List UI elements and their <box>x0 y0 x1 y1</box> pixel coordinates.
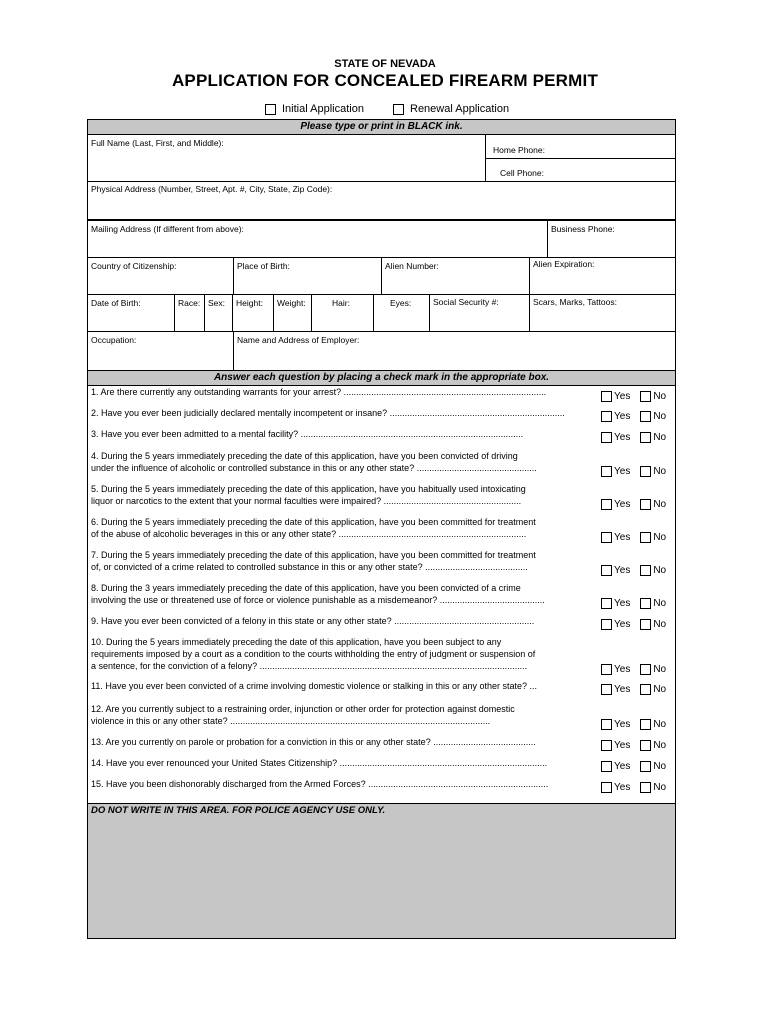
no-checkbox[interactable] <box>640 532 651 543</box>
yes-checkbox[interactable] <box>601 466 612 477</box>
divider <box>88 331 675 332</box>
answer-options <box>601 619 666 630</box>
question-text: 4. During the 5 years immediately preceding the date of this application, have you been convicted of driving <box>91 451 518 461</box>
divider <box>273 294 274 332</box>
answer-options <box>601 411 666 422</box>
place-of-birth-label: Place of Birth: <box>237 261 290 271</box>
ssn-label: Social Security #: <box>433 297 499 307</box>
yes-checkbox[interactable] <box>601 532 612 543</box>
state-heading: STATE OF NEVADA <box>334 58 436 70</box>
divider <box>529 294 530 332</box>
no-checkbox[interactable] <box>640 411 651 422</box>
yes-label: Yes <box>614 391 631 402</box>
divider <box>88 803 675 804</box>
divider <box>88 294 675 295</box>
answer-options <box>601 664 666 675</box>
renewal-application-label: Renewal Application <box>410 103 510 115</box>
question-text: 13. Are you currently on parole or probation for a conviction in this or any other state? ......................................... <box>91 737 536 747</box>
initial-application-label: Initial Application <box>282 103 364 115</box>
no-checkbox[interactable] <box>640 782 651 793</box>
questions-instruction: Answer each question by placing a check mark in the appropriate box. <box>88 370 675 386</box>
no-checkbox[interactable] <box>640 432 651 443</box>
answer-options <box>601 391 666 402</box>
no-checkbox[interactable] <box>640 619 651 630</box>
yes-checkbox[interactable] <box>601 432 612 443</box>
divider <box>429 294 430 332</box>
no-checkbox[interactable] <box>640 565 651 576</box>
yes-checkbox[interactable] <box>601 411 612 422</box>
no-label: No <box>653 411 667 422</box>
answer-options <box>601 466 666 477</box>
no-label: No <box>653 432 667 443</box>
answer-options <box>601 719 666 730</box>
alien-expiration-label: Alien Expiration: <box>533 259 595 269</box>
yes-label: Yes <box>614 499 631 510</box>
occupation-label: Occupation: <box>91 335 137 345</box>
divider <box>547 220 548 258</box>
answer-options <box>601 532 666 543</box>
police-use-label: DO NOT WRITE IN THIS AREA. FOR POLICE AGENCY USE ONLY. <box>91 805 386 816</box>
question-text: 15. Have you been dishonorably discharged from the Armed Forces? ........................................................................ <box>91 779 549 789</box>
no-label: No <box>653 466 667 477</box>
application-form <box>87 119 676 939</box>
no-label: No <box>653 664 667 675</box>
yes-label: Yes <box>614 719 631 730</box>
initial-application-option[interactable] <box>265 103 364 115</box>
no-checkbox[interactable] <box>640 391 651 402</box>
divider <box>529 257 530 295</box>
yes-label: Yes <box>614 664 631 675</box>
alien-number-label: Alien Number: <box>385 261 439 271</box>
question-text: under the influence of alcoholic or controlled substance in this or any other state? ................................................ <box>91 463 537 473</box>
question-text: violence in this or any other state? ........................................................................................................ <box>91 716 491 726</box>
divider <box>204 294 205 332</box>
answer-options <box>601 565 666 576</box>
question-text: 2. Have you ever been judicially declared mentally incompetent or insane? ...................................................................... <box>91 408 565 418</box>
question-text: a sentence, for the conviction of a felony? ........................................................................................................... <box>91 661 528 671</box>
question-text: of the abuse of alcoholic beverages in this or any other state? ........................................................................... <box>91 529 527 539</box>
yes-label: Yes <box>614 466 631 477</box>
question-text: liquor or narcotics to the extent that your normal faculties were impaired? ....................................................... <box>91 496 522 506</box>
business-phone-label: Business Phone: <box>551 224 615 234</box>
no-checkbox[interactable] <box>640 719 651 730</box>
yes-checkbox[interactable] <box>601 499 612 510</box>
no-label: No <box>653 740 667 751</box>
yes-label: Yes <box>614 619 631 630</box>
no-label: No <box>653 761 667 772</box>
renewal-application-checkbox[interactable] <box>393 104 404 115</box>
police-use-area <box>88 803 675 938</box>
no-label: No <box>653 684 667 695</box>
no-label: No <box>653 565 667 576</box>
divider <box>88 219 675 221</box>
divider <box>485 158 675 159</box>
question-text: involving the use or threatened use of force or violence punishable as a misdemeanor? .......................................... <box>91 595 545 605</box>
yes-label: Yes <box>614 598 631 609</box>
ink-instruction: Please type or print in BLACK ink. <box>88 120 675 135</box>
divider <box>88 181 675 182</box>
answer-options <box>601 740 666 751</box>
sex-label: Sex: <box>208 298 226 308</box>
yes-label: Yes <box>614 565 631 576</box>
answer-options <box>601 598 666 609</box>
no-checkbox[interactable] <box>640 761 651 772</box>
no-checkbox[interactable] <box>640 664 651 675</box>
divider <box>233 331 234 370</box>
eyes-label: Eyes: <box>390 298 412 308</box>
initial-application-checkbox[interactable] <box>265 104 276 115</box>
question-text: 1. Are there currently any outstanding warrants for your arrest? ................................................................................. <box>91 387 547 397</box>
no-checkbox[interactable] <box>640 740 651 751</box>
divider <box>233 257 234 295</box>
no-label: No <box>653 782 667 793</box>
question-text: 9. Have you ever been convicted of a felony in this state or any other state? ........................................................ <box>91 616 535 626</box>
no-label: No <box>653 719 667 730</box>
no-label: No <box>653 499 667 510</box>
yes-label: Yes <box>614 761 631 772</box>
question-text: 6. During the 5 years immediately preceding the date of this application, have you been committed for treatment <box>91 517 536 527</box>
divider <box>381 257 382 295</box>
question-text: 11. Have you ever been convicted of a crime involving domestic violence or stalking in this or any other state? ... <box>91 681 538 691</box>
yes-checkbox[interactable] <box>601 619 612 630</box>
yes-checkbox[interactable] <box>601 391 612 402</box>
height-label: Height: <box>236 298 263 308</box>
yes-label: Yes <box>614 740 631 751</box>
yes-checkbox[interactable] <box>601 598 612 609</box>
employer-label: Name and Address of Employer: <box>237 335 360 345</box>
yes-checkbox[interactable] <box>601 664 612 675</box>
divider <box>311 294 312 332</box>
question-text: 3. Have you ever been admitted to a mental facility? ......................................................................................... <box>91 429 524 439</box>
question-text: 8. During the 3 years immediately preceding the date of this application, have you been convicted of a crime <box>91 583 521 593</box>
question-text: 12. Are you currently subject to a restraining order, injunction or other order for protection against domestic <box>91 704 515 714</box>
question-text: 14. Have you ever renounced your United States Citizenship? ................................................................................... <box>91 758 548 768</box>
yes-label: Yes <box>614 411 631 422</box>
home-phone-label: Home Phone: <box>493 145 545 155</box>
yes-label: Yes <box>614 532 631 543</box>
form-title: APPLICATION FOR CONCEALED FIREARM PERMIT <box>171 71 599 90</box>
no-label: No <box>653 619 667 630</box>
hair-label: Hair: <box>332 298 350 308</box>
yes-label: Yes <box>614 684 631 695</box>
answer-options <box>601 684 666 695</box>
yes-checkbox[interactable] <box>601 761 612 772</box>
answer-options <box>601 782 666 793</box>
answer-options <box>601 761 666 772</box>
yes-checkbox[interactable] <box>601 684 612 695</box>
question-text: of, or convicted of a crime related to controlled substance in this or any other state? ......................................... <box>91 562 528 572</box>
no-label: No <box>653 391 667 402</box>
divider <box>232 294 233 332</box>
question-text: 10. During the 5 years immediately preceding the date of this application, have you been subject to any <box>91 637 502 647</box>
question-text: requirements imposed by a court as a condition to the courts withholding the entry of judgment or suspension of <box>91 649 536 659</box>
answer-options <box>601 499 666 510</box>
question-text: 7. During the 5 years immediately preceding the date of this application, have you been committed for treatment <box>91 550 536 560</box>
renewal-application-option[interactable] <box>393 103 509 115</box>
yes-label: Yes <box>614 432 631 443</box>
yes-checkbox[interactable] <box>601 719 612 730</box>
race-label: Race: <box>178 298 201 308</box>
question-text: 5. During the 5 years immediately preceding the date of this application, have you habitually used intoxicating <box>91 484 526 494</box>
no-label: No <box>653 532 667 543</box>
yes-checkbox[interactable] <box>601 565 612 576</box>
no-checkbox[interactable] <box>640 499 651 510</box>
no-checkbox[interactable] <box>640 684 651 695</box>
yes-checkbox[interactable] <box>601 740 612 751</box>
yes-checkbox[interactable] <box>601 782 612 793</box>
scars-label: Scars, Marks, Tattoos: <box>533 297 617 307</box>
yes-label: Yes <box>614 782 631 793</box>
weight-label: Weight: <box>277 298 306 308</box>
country-citizenship-label: Country of Citizenship: <box>91 261 177 271</box>
divider <box>174 294 175 332</box>
no-checkbox[interactable] <box>640 466 651 477</box>
full-name-label: Full Name (Last, First, and Middle): <box>91 138 224 148</box>
cell-phone-label: Cell Phone: <box>500 168 544 178</box>
answer-options <box>601 432 666 443</box>
dob-label: Date of Birth: <box>91 298 141 308</box>
physical-address-label: Physical Address (Number, Street, Apt. #, City, State, Zip Code): <box>91 184 333 194</box>
divider <box>373 294 374 332</box>
no-checkbox[interactable] <box>640 598 651 609</box>
no-label: No <box>653 598 667 609</box>
mailing-address-label: Mailing Address (If different from above): <box>91 224 244 234</box>
